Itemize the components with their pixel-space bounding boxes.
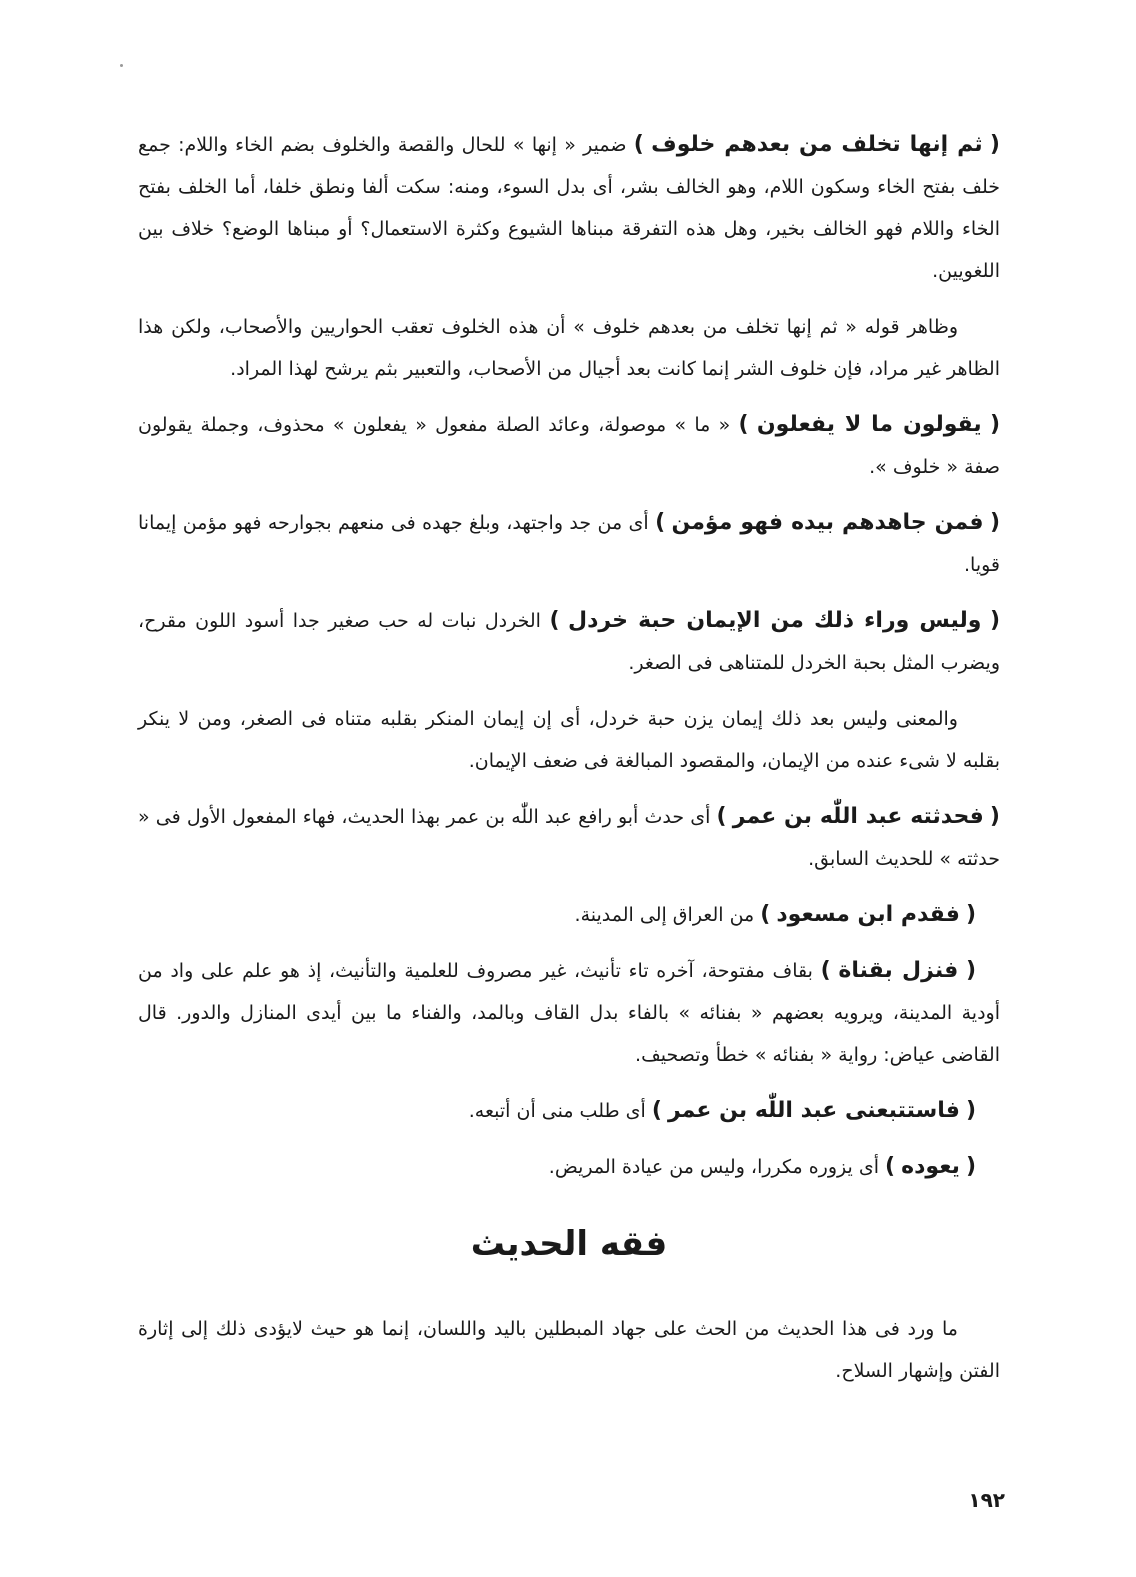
hadith-lemma: فحدثته عبد اللّٰه بن عمر	[732, 804, 984, 829]
commentary-text: وظاهر قوله « ثم إنها تخلف من بعدهم خلوف » أن هذه الخلوف تعقب الحواريين والأصحاب، ولكن هذا الظاهر غير مراد، فإن خلوف الشر إنما كانت بعد أجيال من الأصحاب، والتعبير بثم يرشح لهذا المراد.	[138, 316, 1000, 380]
open-parenthesis: (	[965, 902, 976, 927]
commentary-text: أى من جد واجتهد، وبلغ جهده فى منعهم بجوارحه فهو مؤمن إيمانا قويا.	[138, 512, 1000, 576]
commentary-paragraph-6	[138, 698, 1000, 782]
commentary-text: ضمير « إنها » للحال والقصة والخلوف بضم الخاء واللام: جمع خلف بفتح الخاء وسكون اللام، وهو الخالف بشر، أى بدل السوء، ومنه: سكت ألفا ونطق خلفا، أما الخلف بفتح الخاء واللام فهو الخالف بخير، وهل هذه التفرقة مبناها الشيوع وكثرة الاستعمال؟ أو مبناها الوضع؟ خلاف بين اللغويين.	[138, 134, 1000, 282]
commentary-text: أى يزوره مكررا، وليس من عيادة المريض.	[548, 1156, 879, 1178]
close-parenthesis: )	[655, 510, 666, 535]
commentary-paragraph-1	[138, 124, 1000, 292]
hadith-lemma: فقدم ابن مسعود	[776, 902, 960, 927]
hadith-lemma: فنزل بقناة	[838, 958, 959, 983]
commentary-paragraph-8	[138, 894, 1000, 936]
commentary-text: أى طلب منى أن أتبعه.	[468, 1100, 646, 1122]
commentary-paragraph-2	[138, 306, 1000, 390]
section-heading: فقه الحديث	[470, 1224, 668, 1264]
commentary-text: أى حدث أبو رافع عبد اللّٰه بن عمر بهذا الحديث، فهاء المفعول الأول فى « حدثته » للحديث السابق.	[138, 806, 1000, 870]
open-parenthesis: (	[965, 1098, 976, 1123]
open-parenthesis: (	[989, 412, 1001, 437]
commentary-text: من العراق إلى المدينة.	[574, 904, 755, 926]
open-parenthesis: (	[989, 510, 1001, 535]
page-number: ١٩٢	[968, 1488, 1005, 1512]
hadith-lemma: فاستتبعنى عبد اللّٰه بن عمر	[667, 1098, 960, 1123]
commentary-text: ما ورد فى هذا الحديث من الحث على جهاد المبطلين باليد واللسان، إنما هو حيث لايؤدى ذلك إلى إثارة الفتن وإشهار السلاح.	[138, 1318, 1000, 1382]
commentary-text: بقاف مفتوحة، آخره تاء تأنيث، غير مصروف للعلمية والتأنيث، إذ هو علم على واد من أودية المدينة، ويرويه بعضهم « بفنائه » بالفاء بدل القاف وبالمد، والفناء ما بين أيدى المنازل والدور. قال القاضى عياض: رواية « بفنائه » خطأ وتصحيف.	[138, 960, 1000, 1066]
commentary-paragraph-4	[138, 502, 1000, 586]
close-parenthesis: )	[716, 804, 727, 829]
open-parenthesis: (	[989, 608, 1001, 633]
close-parenthesis: )	[633, 132, 644, 157]
commentary-paragraph-10	[138, 1090, 1000, 1132]
commentary-paragraph-9	[138, 950, 1000, 1076]
page-body	[138, 124, 1000, 1406]
close-parenthesis: )	[738, 412, 749, 437]
hadith-lemma: يعوده	[901, 1154, 960, 1179]
commentary-text: والمعنى وليس بعد ذلك إيمان يزن حبة خردل، أى إن إيمان المنكر بقلبه متناه فى الصغر، ومن لا ينكر بقلبه لا شىء عنده من الإيمان، والمقصود المبالغة فى ضعف الإيمان.	[138, 708, 1000, 772]
commentary-text: الخردل نبات له حب صغير جدا أسود اللون مقرح، ويضرب المثل بحبة الخردل للمتناهى فى الصغر.	[138, 610, 1000, 674]
close-parenthesis: )	[820, 958, 831, 983]
commentary-paragraph-3	[138, 404, 1000, 488]
scan-speck	[120, 64, 123, 67]
open-parenthesis: (	[989, 804, 1000, 829]
commentary-paragraph-11	[138, 1146, 1000, 1188]
close-parenthesis: )	[549, 608, 560, 633]
close-parenthesis: )	[885, 1154, 896, 1179]
hadith-lemma: وليس وراء ذلك من الإيمان حبة خردل	[568, 608, 982, 633]
close-parenthesis: )	[760, 902, 771, 927]
commentary-paragraph-5	[138, 600, 1000, 684]
hadith-lemma: فمن جاهدهم بيده فهو مؤمن	[671, 510, 984, 535]
commentary-paragraph-7	[138, 796, 1000, 880]
open-parenthesis: (	[989, 132, 1000, 157]
hadith-lemma: ثم إنها تخلف من بعدهم خلوف	[651, 132, 983, 157]
commentary-text: « ما » موصولة، وعائد الصلة مفعول « يفعلون » محذوف، وجملة يقولون صفة « خلوف ».	[138, 414, 1000, 478]
closing-paragraph	[138, 1308, 1000, 1392]
open-parenthesis: (	[965, 1154, 976, 1179]
hadith-lemma: يقولون ما لا يفعلون	[756, 412, 982, 437]
close-parenthesis: )	[651, 1098, 662, 1123]
open-parenthesis: (	[965, 958, 976, 983]
